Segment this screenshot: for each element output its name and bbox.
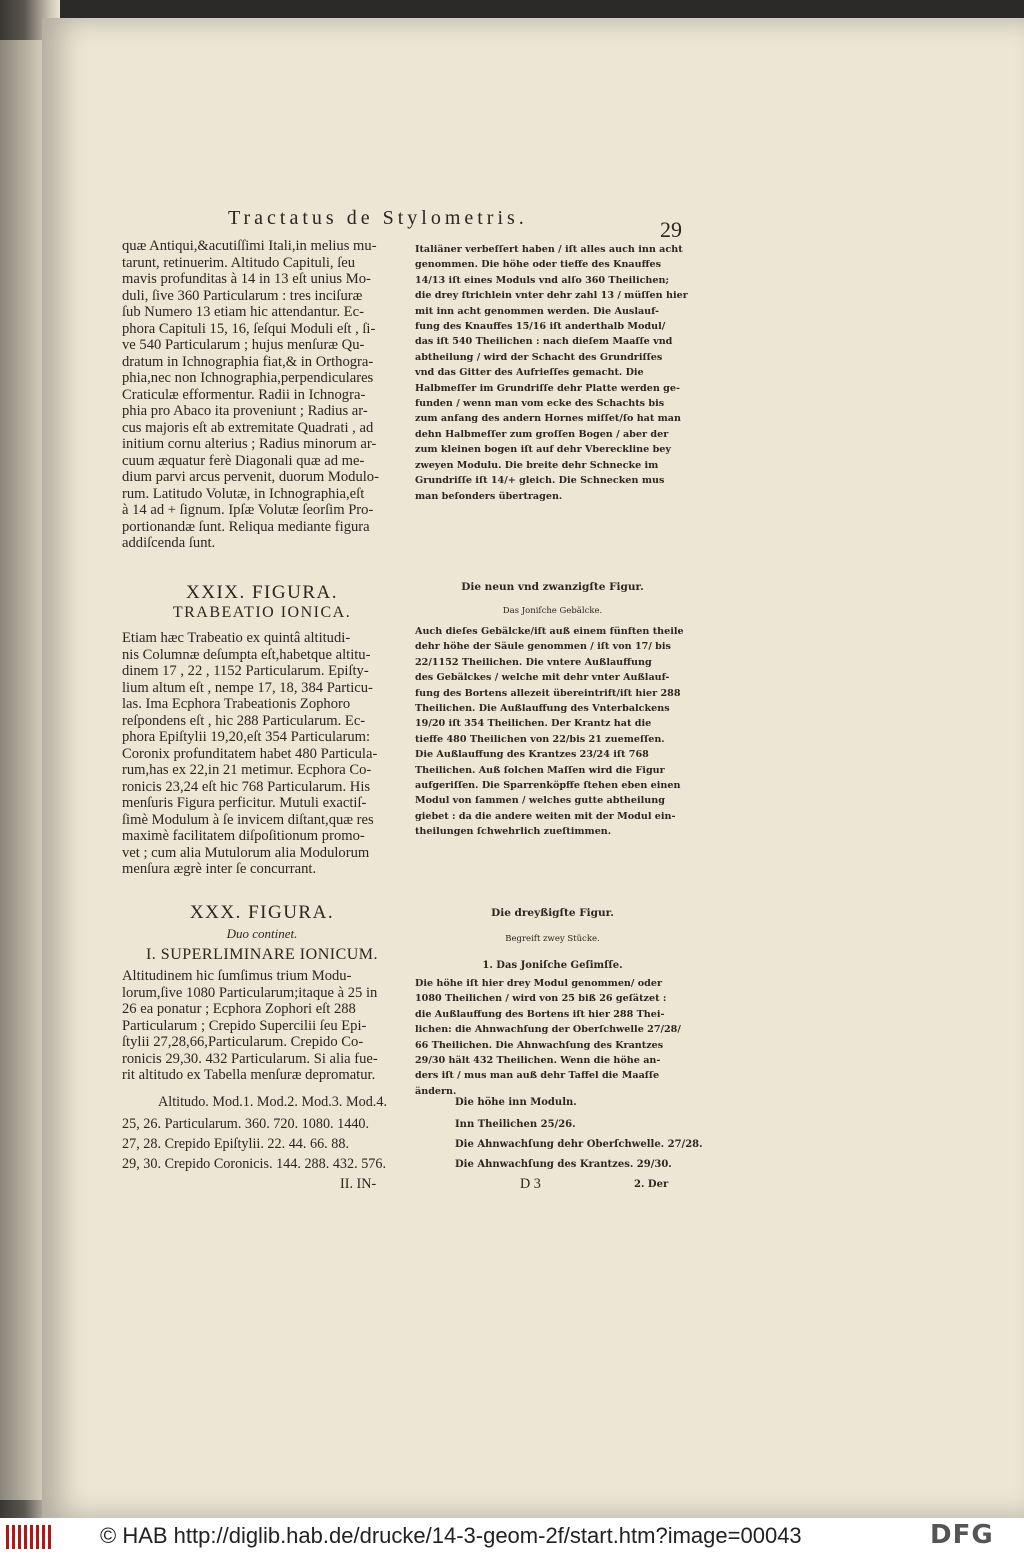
- text-line: zum anfang des andern Hornes miſſet/ſo hat man: [415, 413, 681, 425]
- text-line: Die höhe iſt hier drey Modul genommen/ oder: [415, 978, 663, 989]
- text-line: ändern.: [415, 1085, 457, 1097]
- text-line: addiſcenda ſunt.: [122, 535, 216, 551]
- text-line: ders iſt / mus man auß dehr Taffel die Maaſſe: [415, 1070, 660, 1082]
- text-line: Altitudinem hic ſumſimus trium Modu-: [122, 968, 352, 984]
- figure-29-german-subtitle: Das Joniſche Gebälcke.: [502, 606, 603, 616]
- text-line: 26 ea ponatur ; Ecphora Zophori eſt 288: [122, 1001, 356, 1017]
- text-line: rum,has ex 22,in 21 metimur. Ecphora Co-: [122, 762, 372, 778]
- text-line: dehr höhe der Säule genommen / iſt von 17/ bis: [415, 641, 671, 653]
- text-line: à 14 ad + ſignum. Ipſæ Volutæ ſeorſim Pro-: [122, 502, 374, 518]
- text-line: Theilichen. Die Außlauffung des Vnterbalckens: [415, 703, 670, 715]
- text-line: die Außlauffung des Bortens iſt hier 288 Thei-: [415, 1008, 665, 1020]
- text-line: rit altitudo ex Tabella menſuræ depromatur.: [122, 1067, 376, 1083]
- signature-mark: D 3: [520, 1176, 541, 1192]
- text-line: genommen. Die höhe oder tieffe des Knauffes: [415, 259, 661, 271]
- text-line: ſtylii 27,28,66,Particularum. Crepido Co-: [122, 1034, 364, 1050]
- source-url[interactable]: © HAB http://diglib.hab.de/drucke/14-3-geom-2f/start.htm?image=00043: [100, 1523, 802, 1548]
- text-line: menſuris Figura perficitur. Mutuli exactiſ-: [122, 795, 367, 811]
- text-line: nis Columnæ deſumpta eſt,habetque altitu-: [122, 646, 371, 663]
- text-line: lichen: die Ahnwachſung der Oberſchwelle 27/28/: [415, 1024, 681, 1036]
- table-row-latin: 25, 26. Particularum. 360. 720. 1080. 1440.: [122, 1116, 370, 1132]
- text-line: tieffe 480 Theilichen von 22/bis 21 zuemeſſen.: [415, 733, 665, 745]
- text-line: man beſonders übertragen.: [415, 490, 563, 502]
- figure-30-title: XXX. FIGURA.: [189, 902, 335, 923]
- figure-29-german-title: Die neun vnd zwanzigſte Figur.: [461, 581, 644, 593]
- text-line: ronicis 23,24 eſt hic 768 Particularum. His: [122, 778, 371, 795]
- text-line: Coronix profunditatem habet 480 Particula-: [122, 745, 378, 762]
- text-line: aufgeriſſen. Die Sparrenköpffe ſtehen eben einen: [415, 780, 681, 792]
- text-line: die drey ſtrichlein vnter dehr zahl 13 / müſſen hier: [415, 290, 688, 302]
- figure-29-latin-text: [122, 630, 402, 878]
- text-line: Auch dieſes Gebälcke/iſt auß einem fünften theile: [415, 626, 684, 637]
- text-line: rum. Latitudo Volutæ, in Ichnographia,eſt: [122, 485, 365, 502]
- figure-30-german-text: [415, 976, 690, 1099]
- text-line: maximè facilitatem diſpoſitionum promo-: [122, 828, 365, 844]
- text-line: zum kleinen bogen iſt auf dehr Vbereckline bey: [415, 444, 671, 456]
- figure-29-subtitle: TRABEATIO IONICA.: [172, 604, 352, 621]
- figure-30-section-title: I. SUPERLIMINARE IONICUM.: [145, 946, 379, 963]
- dfg-logo: DFG: [930, 1520, 994, 1550]
- table-row-german: Die Ahnwachſung des Krantzes. 29/30.: [455, 1159, 672, 1170]
- table-row-german: Die Ahnwachſung dehr Oberſchwelle. 27/28.: [455, 1139, 703, 1150]
- german-top-text: [415, 242, 690, 504]
- text-line: fung des Bortens allezeit übereintrift/iſt hier 288: [415, 687, 681, 699]
- text-line: 14/13 iſt eines Moduls vnd alſo 360 Theilichen;: [415, 274, 670, 286]
- figure-30-german-title: Die dreyßigſte Figur.: [491, 907, 614, 919]
- text-line: initium cornu alterius ; Radius minorum ar-: [122, 436, 377, 452]
- text-line: ve 540 Particularum ; hujus menſuræ Qu-: [122, 337, 365, 353]
- figure-30-german-section: 1. Das Joniſche Geſimſſe.: [482, 960, 623, 971]
- text-line: tarunt, retinuerim. Altitudo Capituli, ſeu: [122, 254, 356, 271]
- text-line: mit inn acht genommen werden. Die Auslauf-: [415, 305, 659, 317]
- text-line: das iſt 540 Theilichen : nach dieſem Maaſſe vnd: [415, 336, 673, 348]
- text-line: ſimè Modulum à ſe invicem diſtant,quæ res: [122, 811, 374, 828]
- text-line: 19/20 iſt 354 Theilichen. Der Krantz hat die: [415, 718, 652, 730]
- text-line: dium parvi arcus pervenit, duorum Modulo-: [122, 469, 379, 485]
- text-line: abtheilung / wird der Schacht des Grundriſſes: [415, 351, 663, 363]
- text-line: phora Epiſtylii 19,20,eſt 354 Particularum:: [122, 729, 371, 745]
- viewer-footer: [0, 1518, 1024, 1554]
- figure-30-german-subtitle: Begreift zwey Stücke.: [505, 934, 600, 944]
- text-line: 29/30 hält 432 Theilichen. Wenn die höhe an-: [415, 1055, 661, 1067]
- text-line: 22/1152 Theilichen. Die vntere Außlauffung: [415, 656, 652, 668]
- text-line: cuum æquatur ferè Diagonali quæ ad me-: [122, 452, 365, 469]
- table-row-latin: 27, 28. Crepido Epiſtylii. 22. 44. 66. 88.: [122, 1136, 349, 1152]
- figure-30-contents-note: Duo continet.: [226, 926, 298, 941]
- text-line: Die Außlauffung des Krantzes 23/24 iſt 768: [415, 749, 649, 761]
- text-line: vet ; cum alia Mutulorum alia Modulorum: [122, 844, 370, 861]
- text-line: phia,nec non Ichnographia,perpendiculares: [122, 370, 374, 386]
- text-line: lium altum eſt , nempe 17, 18, 384 Particu-: [122, 679, 373, 696]
- latin-catchword: II. IN-: [340, 1176, 377, 1192]
- text-line: ſub Numero 13 etiam hic attendantur. Ec-: [122, 304, 364, 320]
- table-header-latin: Altitudo. Mod.1. Mod.2. Mod.3. Mod.4.: [158, 1094, 387, 1110]
- text-line: giebet : da die andere weiten mit der Modul ein-: [415, 810, 676, 822]
- text-line: cus majoris eſt ab extremitate Quadrati , ad: [122, 419, 374, 436]
- text-line: Craticulæ efformentur. Radii in Ichnogra-: [122, 386, 366, 403]
- text-line: phora Capituli 15, 16, ſeſqui Moduli eſt , ſi-: [122, 320, 376, 337]
- running-title: Tractatus de Stylometris.: [228, 207, 528, 229]
- page-number: 29: [660, 217, 682, 242]
- facing-page-edge: [0, 40, 46, 1500]
- table-row-german: Inn Theilichen 25/26.: [455, 1119, 576, 1130]
- text-line: lorum,ſive 1080 Particularum;itaque à 25 in: [122, 984, 378, 1001]
- text-line: portionandæ ſunt. Reliqua mediante figura: [122, 518, 370, 535]
- text-line: Modul von ſammen / welches gutte abtheilung: [415, 795, 665, 807]
- table-row-latin: 29, 30. Crepido Coronicis. 144. 288. 432. 576.: [122, 1156, 387, 1172]
- german-catchword: 2. Der: [634, 1179, 669, 1190]
- text-line: 1080 Theilichen / wird von 25 biß 26 geſätzet :: [415, 993, 667, 1005]
- text-line: reſpondens eſt , hic 288 Particularum. Ec-: [122, 712, 366, 729]
- text-line: Halbmeſſer im Grundriſſe dehr Platte werden ge-: [415, 382, 680, 394]
- text-line: vnd das Gitter des Aufrieſſes gemacht. Die: [415, 367, 644, 379]
- figure-29-german-text: [415, 624, 690, 840]
- text-line: Italiäner verbeſſert haben / iſt alles auch inn acht: [415, 244, 683, 255]
- text-line: fung des Knauffes 15/16 iſt anderthalb Modul/: [415, 321, 666, 333]
- text-line: dehn Halbmeſſer zum groſſen Bogen / aber der: [415, 428, 669, 440]
- text-line: Grundriſſe iſt 14/+ gleich. Die Schnecken mus: [415, 475, 665, 487]
- text-line: Etiam hæc Trabeatio ex quintâ altitudi-: [122, 630, 351, 646]
- text-line: las. Ima Ecphora Trabeationis Zophoro: [122, 696, 351, 712]
- latin-top-text: [122, 238, 402, 552]
- text-line: dinem 17 , 22 , 1152 Particularum. Epiſty-: [122, 663, 369, 679]
- text-line: zweyen Modulu. Die breite dehr Schnecke im: [415, 459, 659, 471]
- text-line: mavis profunditas à 14 in 13 eſt unius Mo-: [122, 271, 371, 287]
- text-line: quæ Antiqui,&acutiſſimi Itali,in melius mu-: [122, 238, 377, 254]
- figure-29-title: XXIX. FIGURA.: [186, 582, 338, 603]
- text-line: duli, ſive 360 Particularum : tres inciſuræ: [122, 287, 363, 304]
- text-line: Particularum ; Crepido Supercilii ſeu Epi-: [122, 1017, 367, 1034]
- text-line: dratum in Ichnographia fiat,& in Orthogra-: [122, 353, 374, 370]
- figure-30-latin-text: [122, 968, 402, 1084]
- text-line: menſura ægrè inter ſe concurrant.: [122, 861, 317, 877]
- table-header-german: Die höhe inn Moduln.: [455, 1097, 577, 1108]
- text-line: des Gebälckes / welche mit dehr vnter Außlauf-: [415, 672, 670, 684]
- text-line: theilungen ſchwehrlich zueſtimmen.: [415, 826, 612, 838]
- text-line: 66 Theilichen. Die Ahnwachſung des Krantzes: [415, 1039, 664, 1051]
- text-line: Theilichen. Auß ſolchen Maſſen wird die Figur: [415, 764, 665, 776]
- text-line: funden / wenn man vom ecke des Schachts bis: [415, 398, 665, 410]
- text-line: phia pro Abaco ita proveniunt ; Radius ar-: [122, 403, 368, 419]
- text-line: ronicis 29,30. 432 Particularum. Si alia fue-: [122, 1050, 378, 1067]
- library-logo-icon: [6, 1525, 54, 1549]
